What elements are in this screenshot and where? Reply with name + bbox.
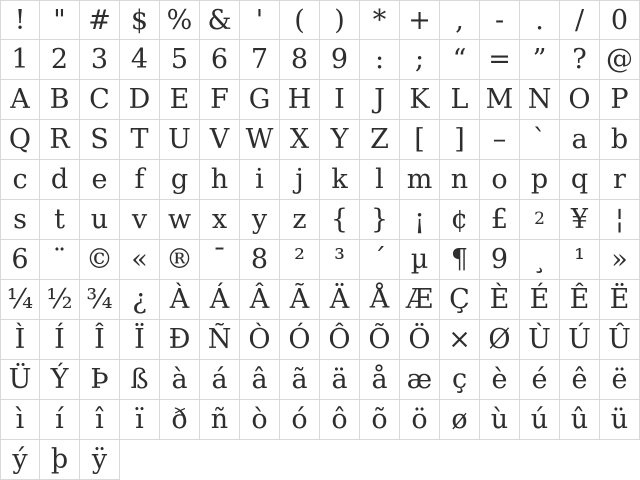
glyph-cell[interactable]: ð	[160, 400, 200, 440]
glyph-cell[interactable]: z	[280, 200, 320, 240]
glyph-cell[interactable]: V	[200, 120, 240, 160]
glyph-cell[interactable]: I	[320, 80, 360, 120]
glyph-cell[interactable]: "	[40, 0, 80, 40]
glyph-cell[interactable]: ¼	[0, 280, 40, 320]
glyph-cell[interactable]: D	[120, 80, 160, 120]
glyph-cell[interactable]: ³	[320, 240, 360, 280]
glyph-cell[interactable]: ²	[280, 240, 320, 280]
glyph-cell[interactable]: :	[360, 40, 400, 80]
glyph-cell[interactable]: ý	[0, 440, 40, 480]
glyph-cell[interactable]: Ï	[120, 320, 160, 360]
glyph-cell[interactable]: =	[480, 40, 520, 80]
glyph-cell[interactable]: b	[600, 120, 640, 160]
glyph-cell[interactable]: ä	[320, 360, 360, 400]
glyph-cell[interactable]: g	[160, 160, 200, 200]
glyph-cell[interactable]: P	[600, 80, 640, 120]
glyph-cell[interactable]: i	[240, 160, 280, 200]
glyph-cell[interactable]: &	[200, 0, 240, 40]
glyph-cell[interactable]: M	[480, 80, 520, 120]
glyph-cell[interactable]: m	[400, 160, 440, 200]
glyph-cell[interactable]: s	[0, 200, 40, 240]
glyph-cell[interactable]: 9	[320, 40, 360, 80]
glyph-cell[interactable]: ó	[280, 400, 320, 440]
glyph-cell[interactable]: î	[80, 400, 120, 440]
glyph-cell[interactable]: O	[560, 80, 600, 120]
glyph-cell[interactable]: –	[480, 120, 520, 160]
glyph-cell[interactable]: Ê	[560, 280, 600, 320]
glyph-cell[interactable]: F	[200, 80, 240, 120]
glyph-cell[interactable]: ¢	[440, 200, 480, 240]
glyph-cell[interactable]: Z	[360, 120, 400, 160]
glyph-cell[interactable]: H	[280, 80, 320, 120]
glyph-cell[interactable]: U	[160, 120, 200, 160]
glyph-cell[interactable]: Î	[80, 320, 120, 360]
glyph-cell[interactable]: @	[600, 40, 640, 80]
glyph-cell[interactable]: þ	[40, 440, 80, 480]
glyph-cell[interactable]: ´	[360, 240, 400, 280]
glyph-cell[interactable]: Ä	[320, 280, 360, 320]
glyph-cell[interactable]: ®	[160, 240, 200, 280]
glyph-cell[interactable]: C	[80, 80, 120, 120]
glyph-cell[interactable]: c	[0, 160, 40, 200]
glyph-cell[interactable]: R	[40, 120, 80, 160]
glyph-cell[interactable]: ;	[400, 40, 440, 80]
glyph-cell[interactable]: {	[320, 200, 360, 240]
glyph-cell[interactable]: ù	[480, 400, 520, 440]
glyph-cell[interactable]: Ð	[160, 320, 200, 360]
glyph-cell[interactable]: Ø	[480, 320, 520, 360]
glyph-cell[interactable]: r	[600, 160, 640, 200]
glyph-cell[interactable]: 8	[240, 240, 280, 280]
glyph-cell[interactable]: Ý	[40, 360, 80, 400]
glyph-cell[interactable]: T	[120, 120, 160, 160]
glyph-cell[interactable]: ú	[520, 400, 560, 440]
glyph-cell[interactable]: E	[160, 80, 200, 120]
glyph-cell[interactable]: X	[280, 120, 320, 160]
glyph-cell[interactable]: ö	[400, 400, 440, 440]
glyph-cell[interactable]: 5	[160, 40, 200, 80]
glyph-cell[interactable]: Í	[40, 320, 80, 360]
glyph-cell[interactable]: n	[440, 160, 480, 200]
glyph-cell[interactable]: 4	[120, 40, 160, 80]
glyph-cell[interactable]: ¸	[520, 240, 560, 280]
glyph-cell[interactable]: â	[240, 360, 280, 400]
glyph-cell[interactable]: Â	[240, 280, 280, 320]
glyph-cell[interactable]: -	[480, 0, 520, 40]
glyph-cell[interactable]: ã	[280, 360, 320, 400]
glyph-cell[interactable]: Y	[320, 120, 360, 160]
glyph-cell[interactable]: /	[560, 0, 600, 40]
glyph-cell[interactable]: ¶	[440, 240, 480, 280]
glyph-cell[interactable]: S	[80, 120, 120, 160]
glyph-cell[interactable]: ü	[600, 400, 640, 440]
glyph-cell[interactable]: h	[200, 160, 240, 200]
glyph-cell[interactable]: µ	[400, 240, 440, 280]
glyph-cell[interactable]: ï	[120, 400, 160, 440]
glyph-cell[interactable]: ?	[560, 40, 600, 80]
glyph-cell[interactable]: Ì	[0, 320, 40, 360]
glyph-cell[interactable]: ¿	[120, 280, 160, 320]
glyph-cell[interactable]: 2	[520, 200, 560, 240]
glyph-cell[interactable]: Q	[0, 120, 40, 160]
glyph-cell[interactable]: í	[40, 400, 80, 440]
glyph-cell[interactable]: ¨	[40, 240, 80, 280]
glyph-cell[interactable]: Õ	[360, 320, 400, 360]
glyph-cell[interactable]: ê	[560, 360, 600, 400]
glyph-cell[interactable]: t	[40, 200, 80, 240]
glyph-cell[interactable]: Ú	[560, 320, 600, 360]
glyph-cell[interactable]: ”	[520, 40, 560, 80]
glyph-cell[interactable]: `	[520, 120, 560, 160]
glyph-cell[interactable]: Ô	[320, 320, 360, 360]
glyph-cell[interactable]: é	[520, 360, 560, 400]
glyph-cell[interactable]: !	[0, 0, 40, 40]
glyph-cell[interactable]: ß	[120, 360, 160, 400]
glyph-cell[interactable]: a	[560, 120, 600, 160]
glyph-cell[interactable]: Ó	[280, 320, 320, 360]
glyph-cell[interactable]: Ç	[440, 280, 480, 320]
glyph-cell[interactable]: «	[120, 240, 160, 280]
glyph-cell[interactable]: ñ	[200, 400, 240, 440]
glyph-cell[interactable]: 8	[280, 40, 320, 80]
glyph-cell[interactable]: Û	[600, 320, 640, 360]
glyph-cell[interactable]: Ë	[600, 280, 640, 320]
glyph-cell[interactable]: u	[80, 200, 120, 240]
glyph-cell[interactable]: È	[480, 280, 520, 320]
glyph-cell[interactable]: ¥	[560, 200, 600, 240]
glyph-cell[interactable]: ò	[240, 400, 280, 440]
glyph-cell[interactable]: 7	[240, 40, 280, 80]
glyph-cell[interactable]: Ü	[0, 360, 40, 400]
glyph-cell[interactable]: ½	[40, 280, 80, 320]
glyph-cell[interactable]: +	[400, 0, 440, 40]
glyph-cell[interactable]: è	[480, 360, 520, 400]
glyph-cell[interactable]: ç	[440, 360, 480, 400]
glyph-cell[interactable]: y	[240, 200, 280, 240]
glyph-cell[interactable]: ,	[440, 0, 480, 40]
glyph-cell[interactable]: £	[480, 200, 520, 240]
glyph-cell[interactable]: v	[120, 200, 160, 240]
glyph-cell[interactable]: f	[120, 160, 160, 200]
glyph-cell[interactable]: á	[200, 360, 240, 400]
glyph-cell[interactable]: G	[240, 80, 280, 120]
glyph-cell[interactable]: Ã	[280, 280, 320, 320]
glyph-cell[interactable]: ô	[320, 400, 360, 440]
glyph-cell[interactable]: ×	[440, 320, 480, 360]
glyph-cell[interactable]: À	[160, 280, 200, 320]
glyph-cell[interactable]: ¾	[80, 280, 120, 320]
glyph-cell[interactable]: W	[240, 120, 280, 160]
glyph-cell[interactable]: e	[80, 160, 120, 200]
glyph-cell[interactable]: 3	[80, 40, 120, 80]
glyph-cell[interactable]: w	[160, 200, 200, 240]
glyph-cell[interactable]: A	[0, 80, 40, 120]
glyph-cell[interactable]: )	[320, 0, 360, 40]
glyph-cell[interactable]: »	[600, 240, 640, 280]
glyph-cell[interactable]: (	[280, 0, 320, 40]
glyph-cell[interactable]: Å	[360, 280, 400, 320]
glyph-cell[interactable]: 0	[600, 0, 640, 40]
glyph-cell[interactable]: Æ	[400, 280, 440, 320]
glyph-cell[interactable]: ÿ	[80, 440, 120, 480]
glyph-cell[interactable]: j	[280, 160, 320, 200]
glyph-cell[interactable]: Ñ	[200, 320, 240, 360]
glyph-cell[interactable]: “	[440, 40, 480, 80]
glyph-cell[interactable]: ¦	[600, 200, 640, 240]
glyph-cell[interactable]: L	[440, 80, 480, 120]
glyph-cell[interactable]: à	[160, 360, 200, 400]
glyph-cell[interactable]: Þ	[80, 360, 120, 400]
glyph-cell[interactable]: N	[520, 80, 560, 120]
glyph-cell[interactable]: ©	[80, 240, 120, 280]
glyph-cell[interactable]: $	[120, 0, 160, 40]
glyph-cell[interactable]: å	[360, 360, 400, 400]
glyph-cell[interactable]: õ	[360, 400, 400, 440]
glyph-cell[interactable]: û	[560, 400, 600, 440]
glyph-cell[interactable]: d	[40, 160, 80, 200]
glyph-cell[interactable]: q	[560, 160, 600, 200]
glyph-cell[interactable]: J	[360, 80, 400, 120]
glyph-cell[interactable]: }	[360, 200, 400, 240]
glyph-cell[interactable]: k	[320, 160, 360, 200]
glyph-cell[interactable]: Ö	[400, 320, 440, 360]
glyph-cell[interactable]: Ò	[240, 320, 280, 360]
glyph-cell[interactable]: [	[400, 120, 440, 160]
glyph-cell[interactable]: É	[520, 280, 560, 320]
glyph-cell[interactable]: ¡	[400, 200, 440, 240]
glyph-cell[interactable]: ¯	[200, 240, 240, 280]
glyph-cell[interactable]: ø	[440, 400, 480, 440]
glyph-cell[interactable]: *	[360, 0, 400, 40]
glyph-cell[interactable]: ì	[0, 400, 40, 440]
glyph-cell[interactable]: ]	[440, 120, 480, 160]
glyph-cell[interactable]: 1	[0, 40, 40, 80]
glyph-cell[interactable]: ¹	[560, 240, 600, 280]
glyph-cell[interactable]: p	[520, 160, 560, 200]
glyph-cell[interactable]: ë	[600, 360, 640, 400]
glyph-cell[interactable]: o	[480, 160, 520, 200]
glyph-cell[interactable]: 6	[0, 240, 40, 280]
glyph-cell[interactable]: l	[360, 160, 400, 200]
glyph-cell[interactable]: 2	[40, 40, 80, 80]
glyph-cell[interactable]: K	[400, 80, 440, 120]
glyph-cell[interactable]: 9	[480, 240, 520, 280]
glyph-cell[interactable]: B	[40, 80, 80, 120]
glyph-cell[interactable]: .	[520, 0, 560, 40]
glyph-cell[interactable]: æ	[400, 360, 440, 400]
glyph-cell[interactable]: Á	[200, 280, 240, 320]
glyph-cell[interactable]: Ù	[520, 320, 560, 360]
glyph-cell[interactable]: x	[200, 200, 240, 240]
glyph-cell[interactable]: #	[80, 0, 120, 40]
glyph-cell[interactable]: %	[160, 0, 200, 40]
glyph-cell[interactable]: 6	[200, 40, 240, 80]
glyph-cell[interactable]: '	[240, 0, 280, 40]
